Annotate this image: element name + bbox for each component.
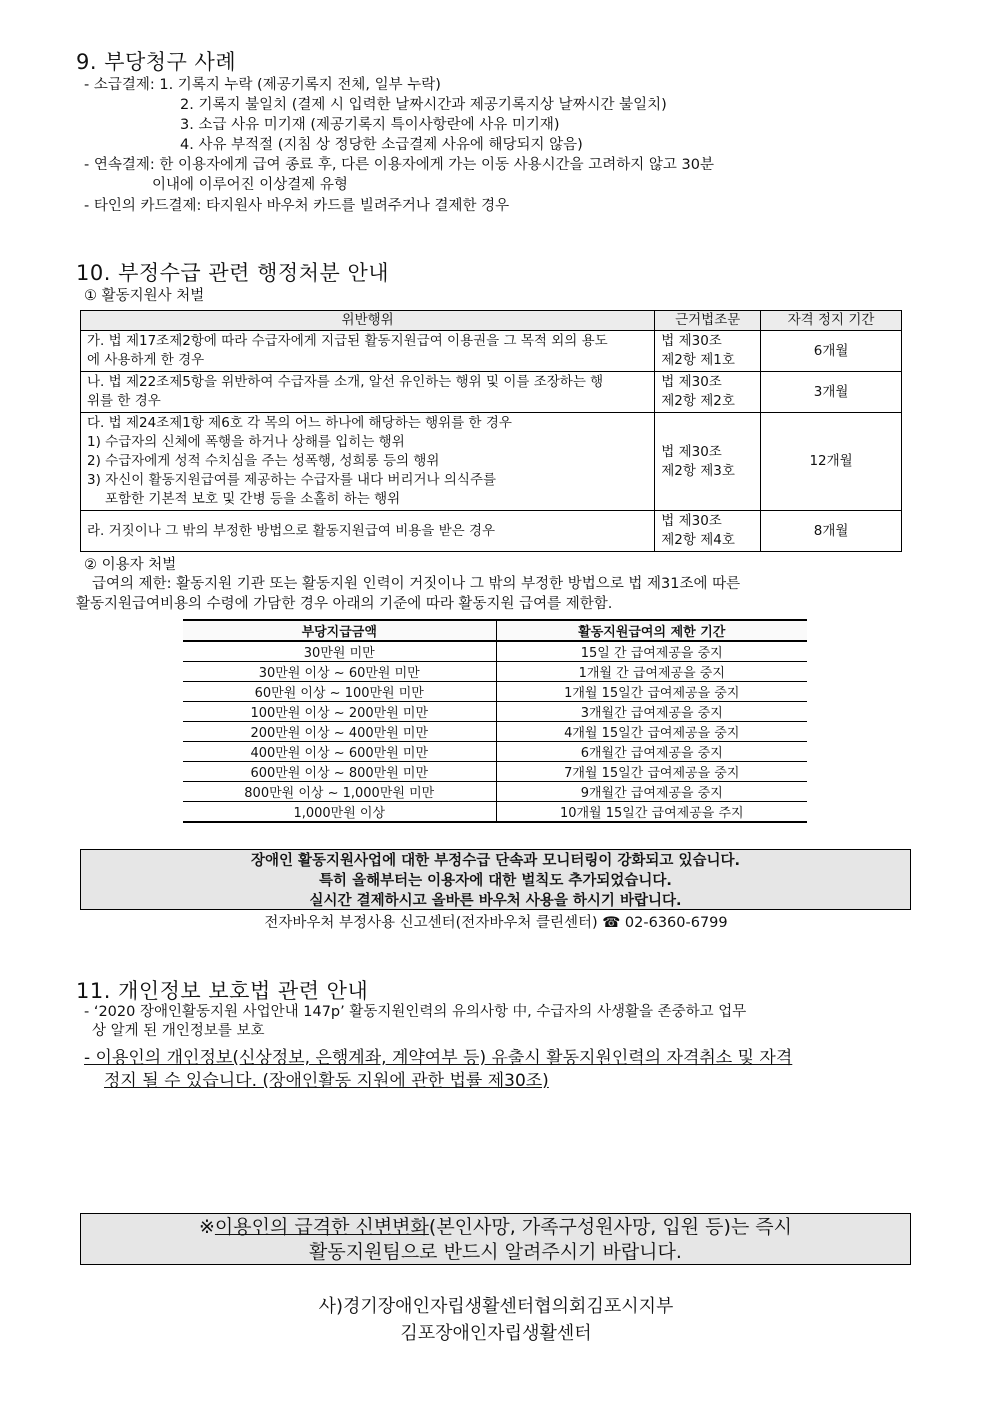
s11-line-2b: 정지 될 수 있습니다. (장애인활동 지원에 관한 법률 제30조)	[104, 1071, 549, 1091]
violation-text: 위를 한 경우	[87, 393, 161, 409]
table-header: 자격 정지 기간	[761, 311, 902, 331]
notice-text: (본인사망, 가족구성원사망, 입원 등)는 즉시	[428, 1216, 792, 1238]
law-text: 제2항 제2호	[661, 393, 735, 409]
change-notice-line-2: 활동지원팀으로 반드시 알려주시기 바랍니다.	[309, 1241, 682, 1263]
report-center: 전자바우처 부정사용 신고센터(전자바우처 클린센터) ☎ 02-6360-6799	[264, 915, 728, 931]
restriction-cell: 1개월 15일간 급여제공을 중지	[496, 682, 807, 702]
table-row	[183, 762, 807, 782]
violation-text: 다. 법 제24조제1항 제6호 각 목의 어느 하나에 해당하는 행위를 한 경우	[87, 415, 512, 431]
law-text: 제2항 제1호	[661, 352, 735, 368]
notice-line: 장애인 활동지원사업에 대한 부정수급 단속과 모니터링이 강화되고 있습니다.	[250, 853, 741, 869]
amount-cell: 400만원 이상 ~ 600만원 미만	[183, 742, 496, 762]
restriction-cell: 1개월 간 급여제공을 중지	[496, 662, 807, 682]
s10-subheading-1: ① 활동지원사 처벌	[84, 288, 205, 304]
s9-line-3: 3. 소급 사유 미기재 (제공기록지 특이사항란에 사유 미기재)	[180, 117, 560, 133]
table-row	[183, 641, 807, 662]
reference-mark: ※	[199, 1216, 215, 1238]
worker-penalty-table	[80, 310, 902, 552]
s9-line-5b: 이내에 이루어진 이상결제 유형	[152, 177, 348, 193]
violation-text: 포함한 기본적 보호 및 간병 등을 소홀히 하는 행위	[105, 491, 401, 507]
amount-cell: 30만원 미만	[183, 641, 496, 662]
law-text: 법 제30조	[661, 374, 722, 390]
section-9-title: 9. 부당청구 사례	[76, 50, 237, 74]
change-notice-line-1	[81, 1215, 910, 1240]
violation-text: 나. 법 제22조제5항을 위반하여 수급자를 소개, 알선 유인하는 행위 및 이를 조장하는 행	[87, 374, 604, 390]
table-row	[183, 742, 807, 762]
violation-text: 2) 수급자에게 성적 수치심을 주는 성폭행, 성희롱 등의 행위	[87, 453, 440, 469]
table-header: 부당지급금액	[183, 620, 496, 641]
s9-line-1: - 소급결제: 1. 기록지 누락 (제공기록지 전체, 일부 누락)	[84, 77, 441, 93]
law-cell	[655, 331, 761, 372]
violation-text: 에 사용하게 한 경우	[87, 352, 205, 368]
period-cell: 6개월	[761, 331, 902, 372]
amount-cell: 30만원 이상 ~ 60만원 미만	[183, 662, 496, 682]
law-cell	[655, 413, 761, 511]
restriction-cell: 10개월 15일간 급여제공을 주지	[496, 802, 807, 823]
s11-line-1a: - ‘2020 장애인활동지원 사업안내 147p’ 활동지원인력의 유의사항 中, 수급자의 사생활을 존중하고 업무	[84, 1004, 747, 1020]
amount-cell: 600만원 이상 ~ 800만원 미만	[183, 762, 496, 782]
table-header: 근거법조문	[655, 311, 761, 331]
s10-paragraph-1: 급여의 제한: 활동지원 기관 또는 활동지원 인력이 거짓이나 그 밖의 부정한 방법으로 법 제31조에 따른	[92, 576, 741, 592]
s11-line-2a: - 이용인의 개인정보(신상정보, 은행계좌, 계약여부 등) 유출시 활동지원인력의 자격취소 및 자격	[84, 1048, 793, 1068]
period-cell: 3개월	[761, 372, 902, 413]
table-row	[81, 511, 902, 552]
amount-cell: 800만원 이상 ~ 1,000만원 미만	[183, 782, 496, 802]
section-11-title: 11. 개인정보 보호법 관련 안내	[76, 979, 369, 1003]
s11-line-1b: 상 알게 된 개인정보를 보호	[92, 1023, 265, 1039]
law-cell	[655, 511, 761, 552]
amount-cell: 200만원 이상 ~ 400만원 미만	[183, 722, 496, 742]
footer-organization: 사)경기장애인자립생활센터협의회김포시지부	[318, 1296, 674, 1317]
restriction-cell: 4개월 15일간 급여제공을 중지	[496, 722, 807, 742]
period-cell: 12개월	[761, 413, 902, 511]
table-row	[81, 372, 902, 413]
change-notice-box	[80, 1213, 911, 1265]
s9-line-4: 4. 사유 부적절 (지침 상 정당한 소급결제 사유에 해당되지 않음)	[180, 137, 583, 153]
table-row	[183, 682, 807, 702]
violation-cell	[81, 372, 655, 413]
violation-cell: 라. 거짓이나 그 밖의 부정한 방법으로 활동지원급여 비용을 받은 경우	[81, 511, 655, 552]
law-text: 법 제30조	[661, 513, 722, 529]
restriction-cell: 6개월간 급여제공을 중지	[496, 742, 807, 762]
table-row	[183, 702, 807, 722]
amount-cell: 1,000만원 이상	[183, 802, 496, 823]
notice-box	[80, 849, 911, 910]
violation-cell	[81, 331, 655, 372]
table-header-row	[183, 620, 807, 641]
table-row	[183, 782, 807, 802]
table-header: 활동지원급여의 제한 기간	[496, 620, 807, 641]
law-text: 제2항 제3호	[661, 462, 735, 479]
table-row	[81, 331, 902, 372]
s10-paragraph-2: 활동지원급여비용의 수령에 가담한 경우 아래의 기준에 따라 활동지원 급여를 제한함.	[76, 596, 613, 612]
violation-cell	[81, 413, 655, 511]
footer-center: 김포장애인자립생활센터	[400, 1323, 592, 1344]
law-cell	[655, 372, 761, 413]
amount-cell: 100만원 이상 ~ 200만원 미만	[183, 702, 496, 722]
s9-line-6: - 타인의 카드결제: 타지원사 바우처 카드를 빌려주거나 결제한 경우	[84, 198, 510, 214]
table-header-row	[81, 311, 902, 331]
period-cell: 8개월	[761, 511, 902, 552]
violation-text: 가. 법 제17조제2항에 따라 수급자에게 지급된 활동지원급여 이용권을 그 목적 외의 용도	[87, 333, 608, 349]
law-text: 법 제30조	[661, 333, 722, 349]
restriction-cell: 9개월간 급여제공을 중지	[496, 782, 807, 802]
violation-text: 3) 자신이 활동지원급여를 제공하는 수급자를 내다 버리거나 의식주를	[87, 472, 497, 488]
notice-line: 특히 올해부터는 이용자에 대한 벌칙도 추가되었습니다.	[319, 873, 672, 889]
section-10-title: 10. 부정수급 관련 행정처분 안내	[76, 261, 390, 285]
restriction-cell: 7개월 15일간 급여제공을 중지	[496, 762, 807, 782]
s9-line-2: 2. 기록지 불일치 (결제 시 입력한 날짜시간과 제공기록지상 날짜시간 불일치)	[180, 97, 667, 113]
law-text: 법 제30조	[661, 443, 722, 460]
table-row	[81, 413, 902, 511]
underlined-text: 이용인의 급격한 신변변화	[214, 1216, 429, 1238]
law-text: 제2항 제4호	[661, 532, 735, 548]
table-row	[183, 662, 807, 682]
restriction-cell: 3개월간 급여제공을 중지	[496, 702, 807, 722]
s9-line-5a: - 연속결제: 한 이용자에게 급여 종료 후, 다른 이용자에게 가는 이동 사용시간을 고려하지 않고 30분	[84, 157, 714, 173]
violation-text: 1) 수급자의 신체에 폭행을 하거나 상해를 입히는 행위	[87, 434, 405, 450]
table-row	[183, 802, 807, 823]
table-header: 위반행위	[81, 311, 655, 331]
user-restriction-table	[183, 619, 807, 823]
notice-line: 실시간 결제하시고 올바른 바우처 사용을 하시기 바랍니다.	[309, 893, 682, 909]
restriction-cell: 15일 간 급여제공을 중지	[496, 641, 807, 662]
table-row	[183, 722, 807, 742]
s10-subheading-2: ② 이용자 처벌	[84, 557, 177, 573]
amount-cell: 60만원 이상 ~ 100만원 미만	[183, 682, 496, 702]
